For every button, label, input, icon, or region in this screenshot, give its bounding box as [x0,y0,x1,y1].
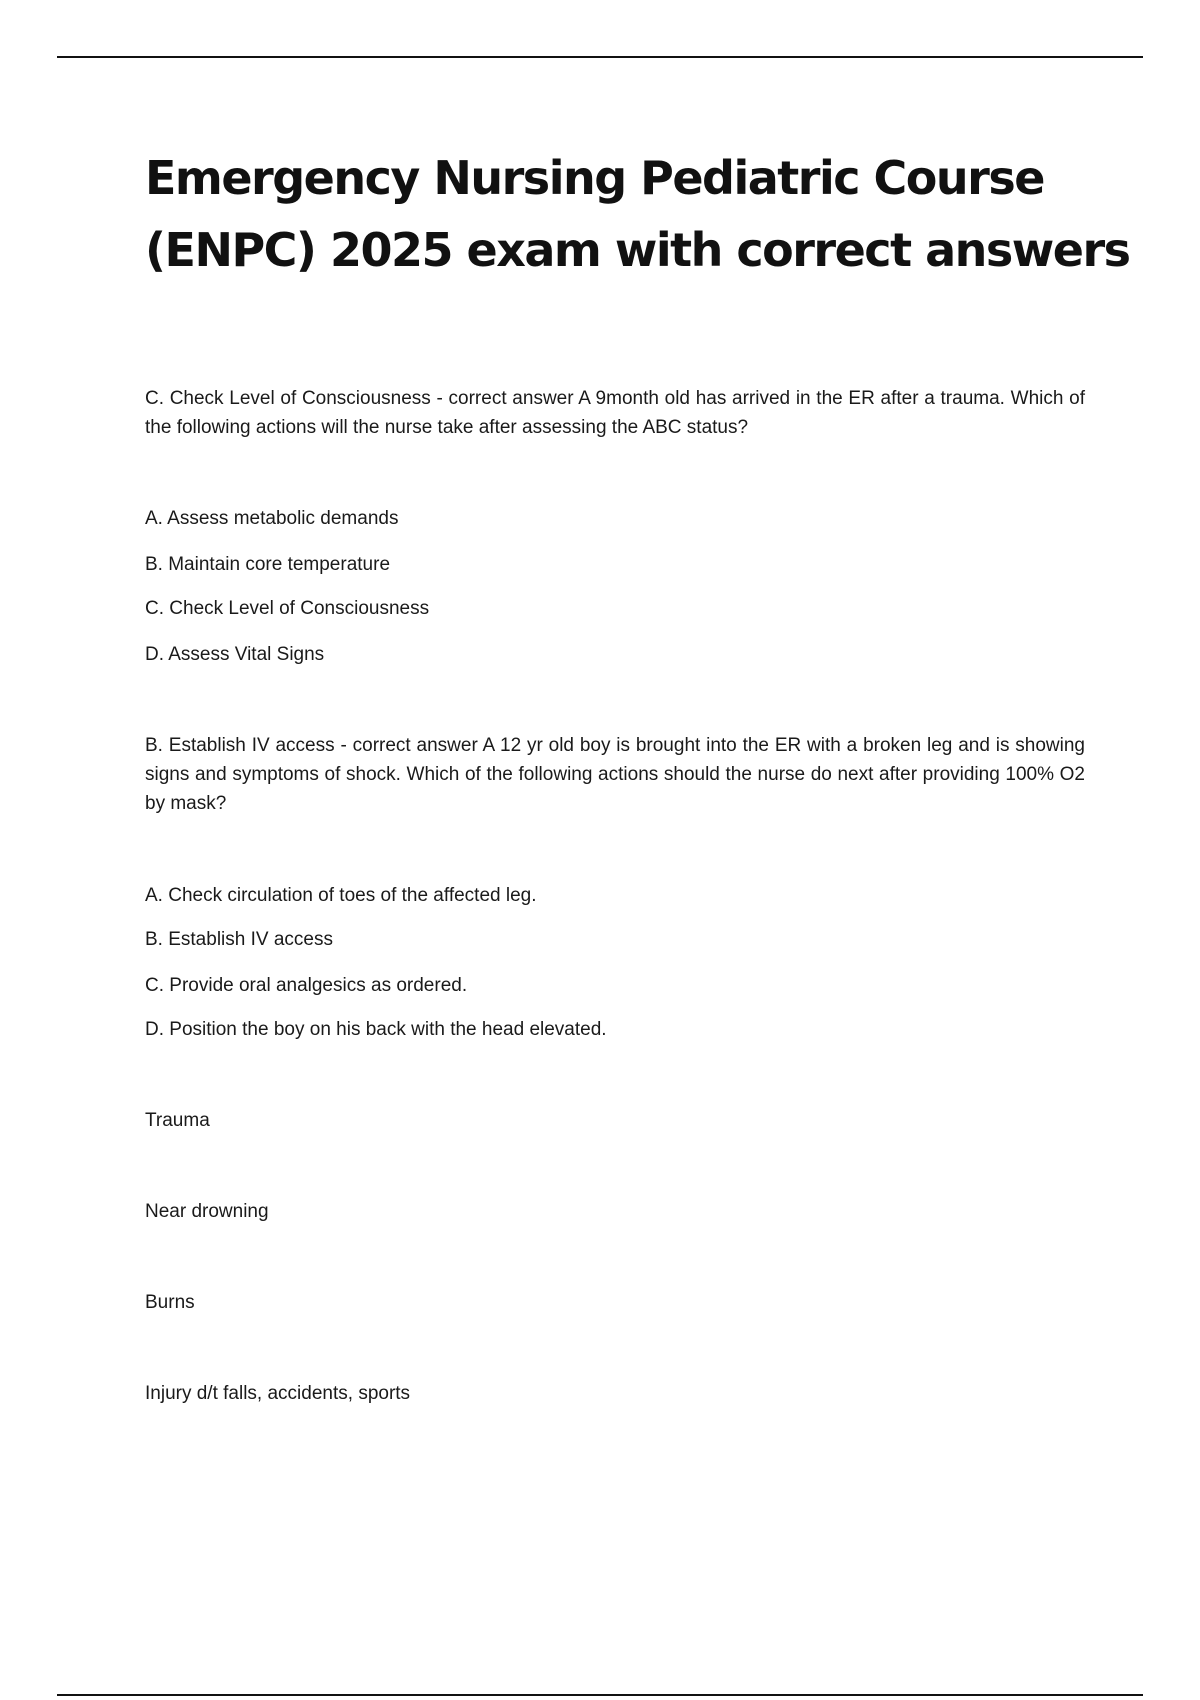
question-text: B. Establish IV access - correct answer A 12 yr old boy is brought into the ER with a broken leg and is showing signs and symptoms of shock. Which of the following actions should the nurse do next after providing 100% O2 by mask? [145,735,1085,814]
list-item: Near drowning [145,1201,269,1222]
question-1 [145,384,1085,442]
list-item: Injury d/t falls, accidents, sports [145,1383,411,1404]
answer-option: A. Assess metabolic demands [145,508,399,529]
list-item: Burns [145,1292,195,1313]
bottom-rule [57,1694,1143,1696]
answer-option: B. Maintain core temperature [145,554,391,575]
question-text: C. Check Level of Consciousness - correct answer A 9month old has arrived in the ER after a trauma. Which of the following actions will the nurse take after assessing the ABC status? [145,388,1085,438]
answer-option: B. Establish IV access [145,929,333,950]
answer-option: D. Assess Vital Signs [145,644,325,665]
answer-option: C. Check Level of Consciousness [145,598,430,619]
answer-option: A. Check circulation of toes of the affected leg. [145,885,537,906]
question-2 [145,731,1085,818]
answer-option: C. Provide oral analgesics as ordered. [145,975,468,996]
top-rule [57,56,1143,58]
document-title: Emergency Nursing Pediatric Course (ENPC) 2025 exam with correct answers [145,151,1130,277]
list-item: Trauma [145,1110,210,1131]
answer-option: D. Position the boy on his back with the head elevated. [145,1019,607,1040]
